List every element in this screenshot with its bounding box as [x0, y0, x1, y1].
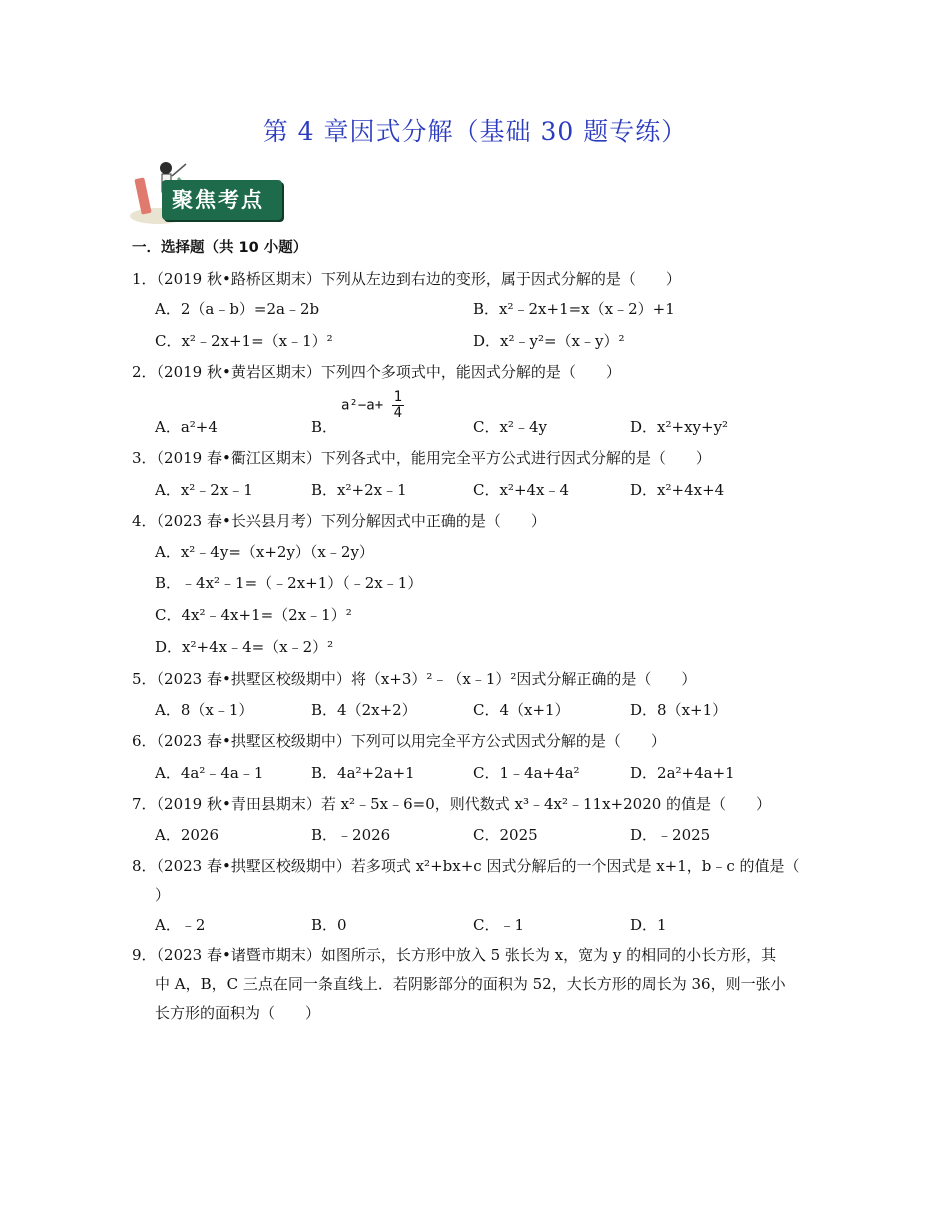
question-9-stem-line2: 中 A，B，C 三点在同一条直线上．若阴影部分的面积为 52，大长方形的周长为 36，则一张小 — [155, 975, 786, 993]
q7-option-a: A．2026 — [155, 826, 220, 844]
q4-option-b: B．﹣4x²﹣1=（﹣2x+1）（﹣2x﹣1） — [155, 574, 423, 592]
q3-option-a: A．x²﹣2x﹣1 — [155, 481, 253, 499]
q5-option-a: A．8（x﹣1） — [155, 701, 254, 719]
q2-option-a: A．a²+4 — [155, 418, 218, 436]
q8-option-c: C．﹣1 — [473, 916, 525, 934]
q4-option-c: C．4x²﹣4x+1=（2x﹣1）² — [155, 606, 352, 624]
q2-option-c: C．x²﹣4y — [473, 418, 547, 436]
q1-option-a: A．2（a﹣b）=2a﹣2b — [155, 300, 320, 318]
q6-option-b: B．4a²+2a+1 — [311, 764, 415, 782]
q6-option-d: D．2a²+4a+1 — [630, 764, 735, 782]
question-3-stem: 3．（2019 春•衢江区期末）下列各式中，能用完全平方公式进行因式分解的是（ ） — [132, 449, 711, 467]
q8-option-d: D．1 — [630, 916, 667, 934]
q6-option-a: A．4a²﹣4a﹣1 — [155, 764, 264, 782]
section-badge — [128, 158, 288, 226]
q1-option-d: D．x²﹣y²=（x﹣y）² — [473, 332, 625, 350]
q5-option-b: B．4（2x+2） — [311, 701, 417, 719]
q7-option-c: C．2025 — [473, 826, 538, 844]
q7-option-d: D．﹣2025 — [630, 826, 711, 844]
question-8-stem-cont: ） — [155, 886, 171, 904]
q5-option-c: C．4（x+1） — [473, 701, 570, 719]
question-4-stem: 4．（2023 春•长兴县月考）下列分解因式中正确的是（ ） — [132, 512, 546, 530]
q2-option-b: B． — [311, 418, 338, 436]
q8-option-a: A．﹣2 — [155, 916, 206, 934]
question-1-stem: 1．（2019 秋•路桥区期末）下列从左边到右边的变形，属于因式分解的是（ ） — [132, 270, 681, 288]
question-2-stem: 2．（2019 秋•黄岩区期末）下列四个多项式中，能因式分解的是（ ） — [132, 363, 621, 381]
question-9-stem-line3: 长方形的面积为（ ） — [155, 1004, 321, 1022]
q1-option-b: B．x²﹣2x+1=x（x﹣2）+1 — [473, 300, 675, 318]
question-7-stem: 7．（2019 秋•青田县期末）若 x²﹣5x﹣6=0，则代数式 x³﹣4x²﹣11x+2020 的值是（ ） — [132, 795, 772, 813]
question-9-stem: 9．（2023 春•诸暨市期末）如图所示，长方形中放入 5 张长为 x，宽为 y 的相同的小长方形，其 — [132, 946, 777, 964]
q2-option-b-expression: a²−a+ $\frac{1}{4}$ — [341, 389, 403, 421]
q2-option-d: D．x²+xy+y² — [630, 418, 729, 436]
q8-option-b: B．0 — [311, 916, 347, 934]
q3-option-b: B．x²+2x﹣1 — [311, 481, 407, 499]
question-8-stem: 8．（2023 春•拱墅区校级期中）若多项式 x²+bx+c 因式分解后的一个因式是 x+1，b﹣c 的值是（ — [132, 857, 800, 875]
q4-option-a: A．x²﹣4y=（x+2y）（x﹣2y） — [155, 543, 374, 561]
badge-label: 聚焦考点 — [172, 188, 264, 212]
question-5-stem: 5．（2023 春•拱墅区校级期中）将（x+3）²﹣（x﹣1）²因式分解正确的是（ ） — [132, 670, 697, 688]
q6-option-c: C．1﹣4a+4a² — [473, 764, 580, 782]
q4-option-d: D．x²+4x﹣4=（x﹣2）² — [155, 638, 334, 656]
q3-option-c: C．x²+4x﹣4 — [473, 481, 570, 499]
q5-option-d: D．8（x+1） — [630, 701, 728, 719]
q1-option-c: C．x²﹣2x+1=（x﹣1）² — [155, 332, 333, 350]
q3-option-d: D．x²+4x+4 — [630, 481, 725, 499]
section-heading: 一．选择题（共 10 小题） — [132, 240, 308, 256]
q7-option-b: B．﹣2026 — [311, 826, 391, 844]
question-6-stem: 6．（2023 春•拱墅区校级期中）下列可以用完全平方公式因式分解的是（ ） — [132, 732, 666, 750]
page-title: 第 4 章因式分解（基础 30 题专练） — [262, 117, 688, 146]
